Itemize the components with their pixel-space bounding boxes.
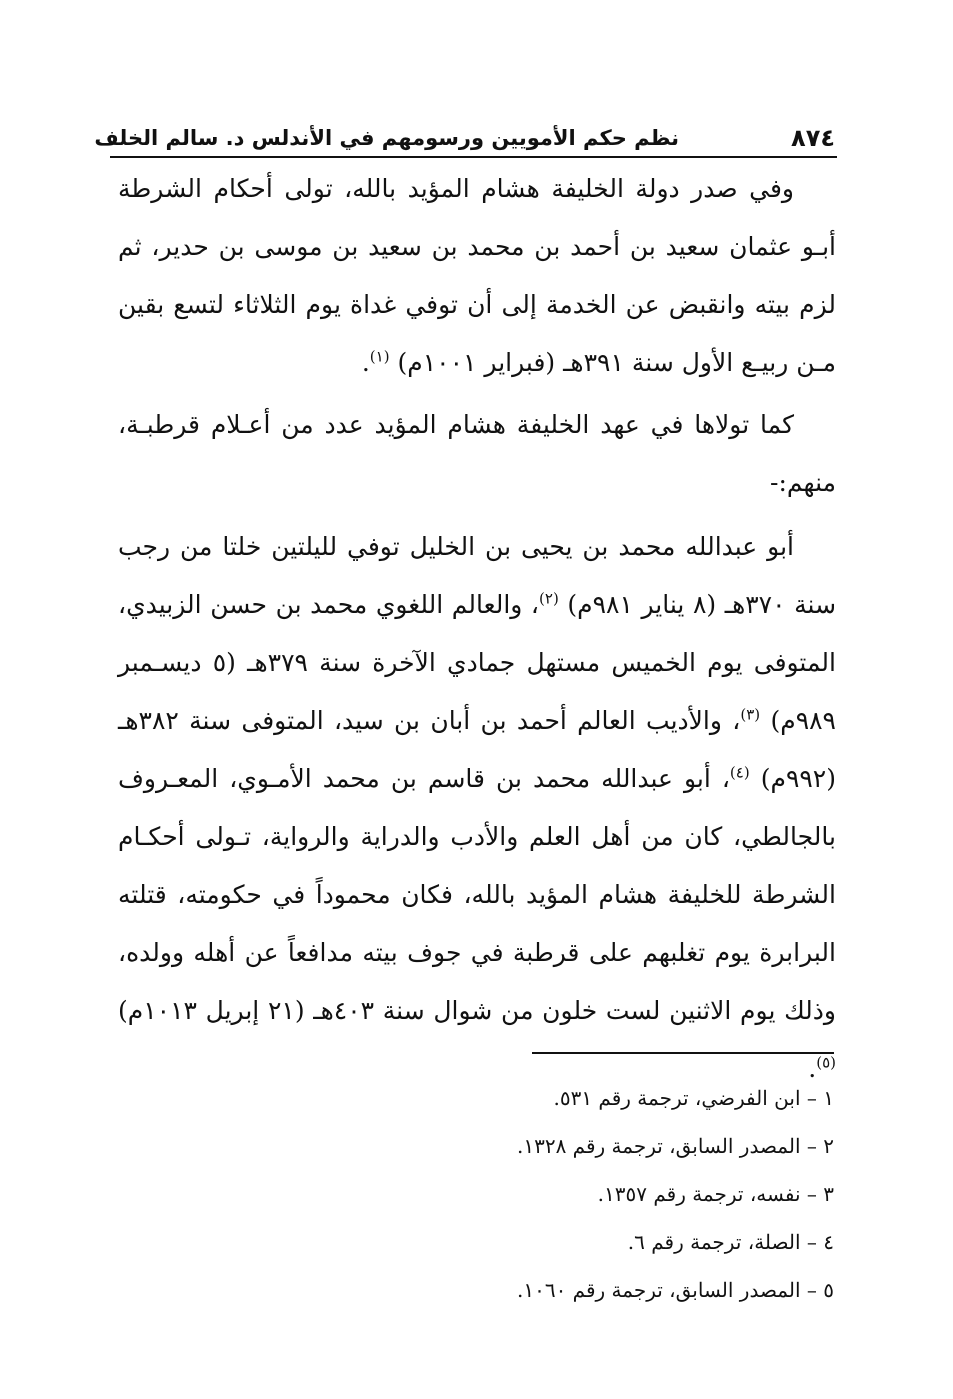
footnote-1: ١ – ابن الفرضي، ترجمة رقم ٥٣١. [553,1086,834,1110]
paragraph-1 [118,160,836,392]
main-text [118,160,836,1098]
running-title: نظم حكم الأمويين ورسومهم في الأندلس د. سالم الخلف [94,126,679,150]
footnote-5: ٥ – المصدر السابق، ترجمة رقم ١٠٦٠. [516,1278,834,1302]
footnotes-list [420,1074,834,1314]
paragraph-3-segment-1: أبو عبدالله محمد بن يحيى بن الخليل توفي لليلتين خلتا من رجب سنة ٣٧٠هـ (٨ يناير ٩٨١م) [118,532,837,619]
footnote-ref-3: (٣) [740,705,761,724]
paragraph-3-segment-4: ، أبو عبدالله محمد بن قاسم بن محمد الأمـوي، المعـروف بالجالطي، كان من أهل العلم والأدب والدراية والرواية، تـولى أحكـام الشرطة للخليفة هشام المؤيد بالله، فكان محموداً في حكومته، قتلته البرابرة يوم تغلبهم على قرطبة في جوف بيته مدافعاً عن أهله وولده، وذلك يوم الاثنين لست خلون من شوال سنة ٤٠٣هـ (٢١ إبريل ١٠١٣م) [118,764,836,1025]
paragraph-2 [118,396,836,512]
footnote-ref-5: (٥) [816,1053,836,1072]
page-number: ٨٧٤ [791,124,835,152]
footnote-4: ٤ – الصلة، ترجمة رقم ٦. [627,1230,834,1254]
paragraph-1-text: وفي صدر دولة الخليفة هشام المؤيد بالله، تولى أحكام الشرطة أبـو عثمان سعيد بن أحمد بن محمد بن سعيد بن موسى بن حدير، ثم لزم بيته وانقبض عن الخدمة إلى أن توفي غداة يوم الثلاثاء لتسع بقين مـن ربيـع الأول سنة ٣٩١هـ (فبراير ١٠٠١م) [118,174,836,377]
footnote-3: ٣ – نفسه، ترجمة رقم ١٣٥٧. [597,1182,834,1206]
paragraph-3 [118,518,836,1098]
footnote-ref-4: (٤) [729,763,750,782]
paragraph-1-end: . [361,348,370,377]
footnote-2: ٢ – المصدر السابق، ترجمة رقم ١٣٢٨. [516,1134,834,1158]
footnote-ref-1: (١) [369,347,390,366]
footnote-separator [532,1052,834,1054]
footnote-ref-2: (٢) [539,589,559,608]
paragraph-3-segment-2: ، والعالم اللغوي محمد بن حسن الزبيدي، المتوفى يوم الخميس مستهل جمادي الآخرة سنة ٣٧٩هـ (٥ ديسـمبر ٩٨٩م) [118,590,836,735]
paragraph-3-end: . [808,1054,817,1083]
paragraph-2-text: كما تولاها في عهد الخليفة هشام المؤيد عدد من أعـلام قرطبـة، منهم:- [118,410,836,497]
paragraph-3-segment-3: ، والأديب العالم أحمد بن أبان بن سيد، المتوفى سنة ٣٨٢هـ (٩٩٢م) [118,706,836,793]
running-header [94,118,837,158]
